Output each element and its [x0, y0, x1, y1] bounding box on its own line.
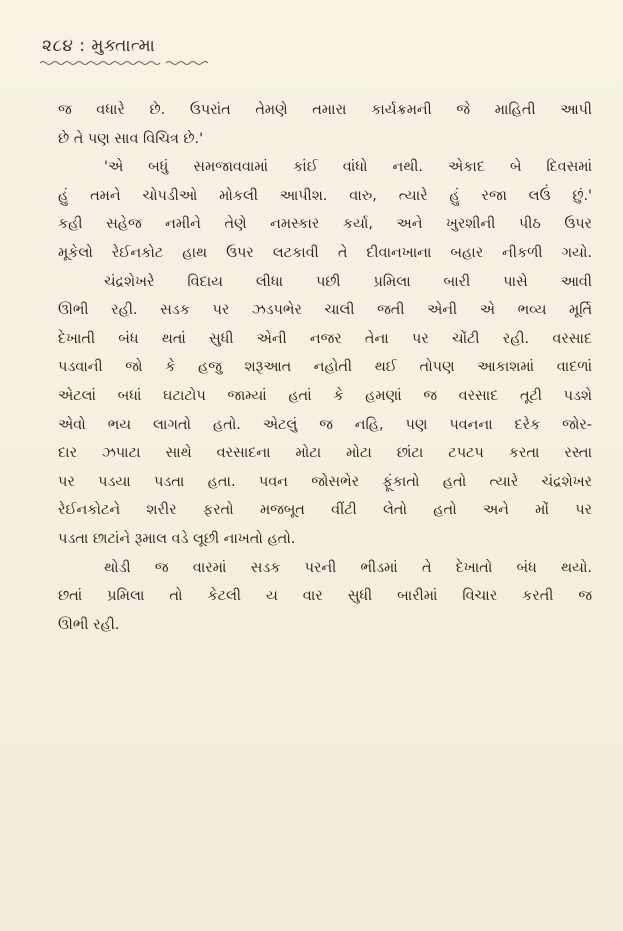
running-head-rule: [40, 60, 212, 66]
text-line: કહી સહેજ નમીને તેણે નમસ્કાર કર્યા, અને ખુરશીની પીઠ ઉપર: [58, 216, 592, 233]
text-line: ઊભી રહી. સડક પર ઝડપભેર ચાલી જતી એની એ ભવ્ય મૂર્તિ: [58, 302, 592, 319]
text-line: પડવાની જો કે હજુ શરૂઆત નહોતી થઈ તોપણ આકાશમાં વાદળાં: [58, 359, 592, 376]
text-line: છતાં પ્રમિલા તો કેટલી ય વાર સુધી બારીમાં વિચાર કરતી જ: [58, 588, 592, 605]
text-line: દેખાતી બંધ થતાં સુધી એની નજર તેના પર ચોંટી રહી. વરસાદ: [58, 330, 592, 347]
text-line: છે તે પણ સાવ વિચિત્ર છે.': [58, 130, 204, 147]
paragraph-1: [58, 96, 592, 153]
text-line: થોડી જ વારમાં સડક પરની ભીડમાં તે દેખાતો બંધ થયો.: [104, 559, 592, 576]
text-line: પર પડયા પડતા હતા. પવન જોસભેર ફૂંકાતો હતો ત્યારે ચંદ્રશેખર: [58, 473, 592, 490]
text-line: રેઈનકોટને શરીર ફરતો મજબૂત વીંટી લેતો હતો અને મોં પર: [58, 502, 592, 519]
text-line: ચંદ્રશેખરે વિદાય લીધા પછી પ્રમિલા બારી પાસે આવી: [104, 273, 592, 290]
text-line: હું તમને ચોપડીઓ મોકલી આપીશ. વારુ, ત્યારે હું રજા લઉં છું.': [58, 187, 592, 204]
paragraph-3: [58, 268, 592, 554]
text-line: એટલાં બધાં ઘટાટોપ જામ્યાં હતાં કે હમણાં જ વરસાદ તૂટી પડશે: [58, 387, 592, 404]
body-text: [58, 96, 592, 639]
text-line: ઊભી રહી.: [58, 616, 120, 633]
text-line: એવો ભય લાગતો હતો. એટલું જ નહિ, પણ પવનના દરેક જોર-: [58, 416, 592, 433]
text-line: મૂકેલો રેઈનકોટ હાથ ઉપર લટકાવી તે દીવાનખાના બહાર નીકળી ગયો.: [58, 244, 592, 261]
text-line: 'એ બધું સમજાવવામાં કાંઈ વાંધો નથી. એકાદ બે દિવસમાં: [104, 159, 592, 176]
paragraph-4: [58, 554, 592, 640]
text-line: દાર ઝપાટા સાથે વરસાદના મોટા મોટા છાંટા ટપટપ કરતા રસ્તા: [58, 445, 592, 462]
text-line: જ વધારે છે. ઉપરાંત તેમણે તમારા કાર્યક્રમની જે માહિતી આપી: [58, 102, 592, 118]
text-line: પડતા છાટાંને રૂમાલ વડે લૂછી નાખતો હતો.: [58, 530, 296, 547]
running-head: ૨૮૪ : મુક્તાત્મા: [42, 36, 156, 56]
paragraph-2: [58, 153, 592, 267]
